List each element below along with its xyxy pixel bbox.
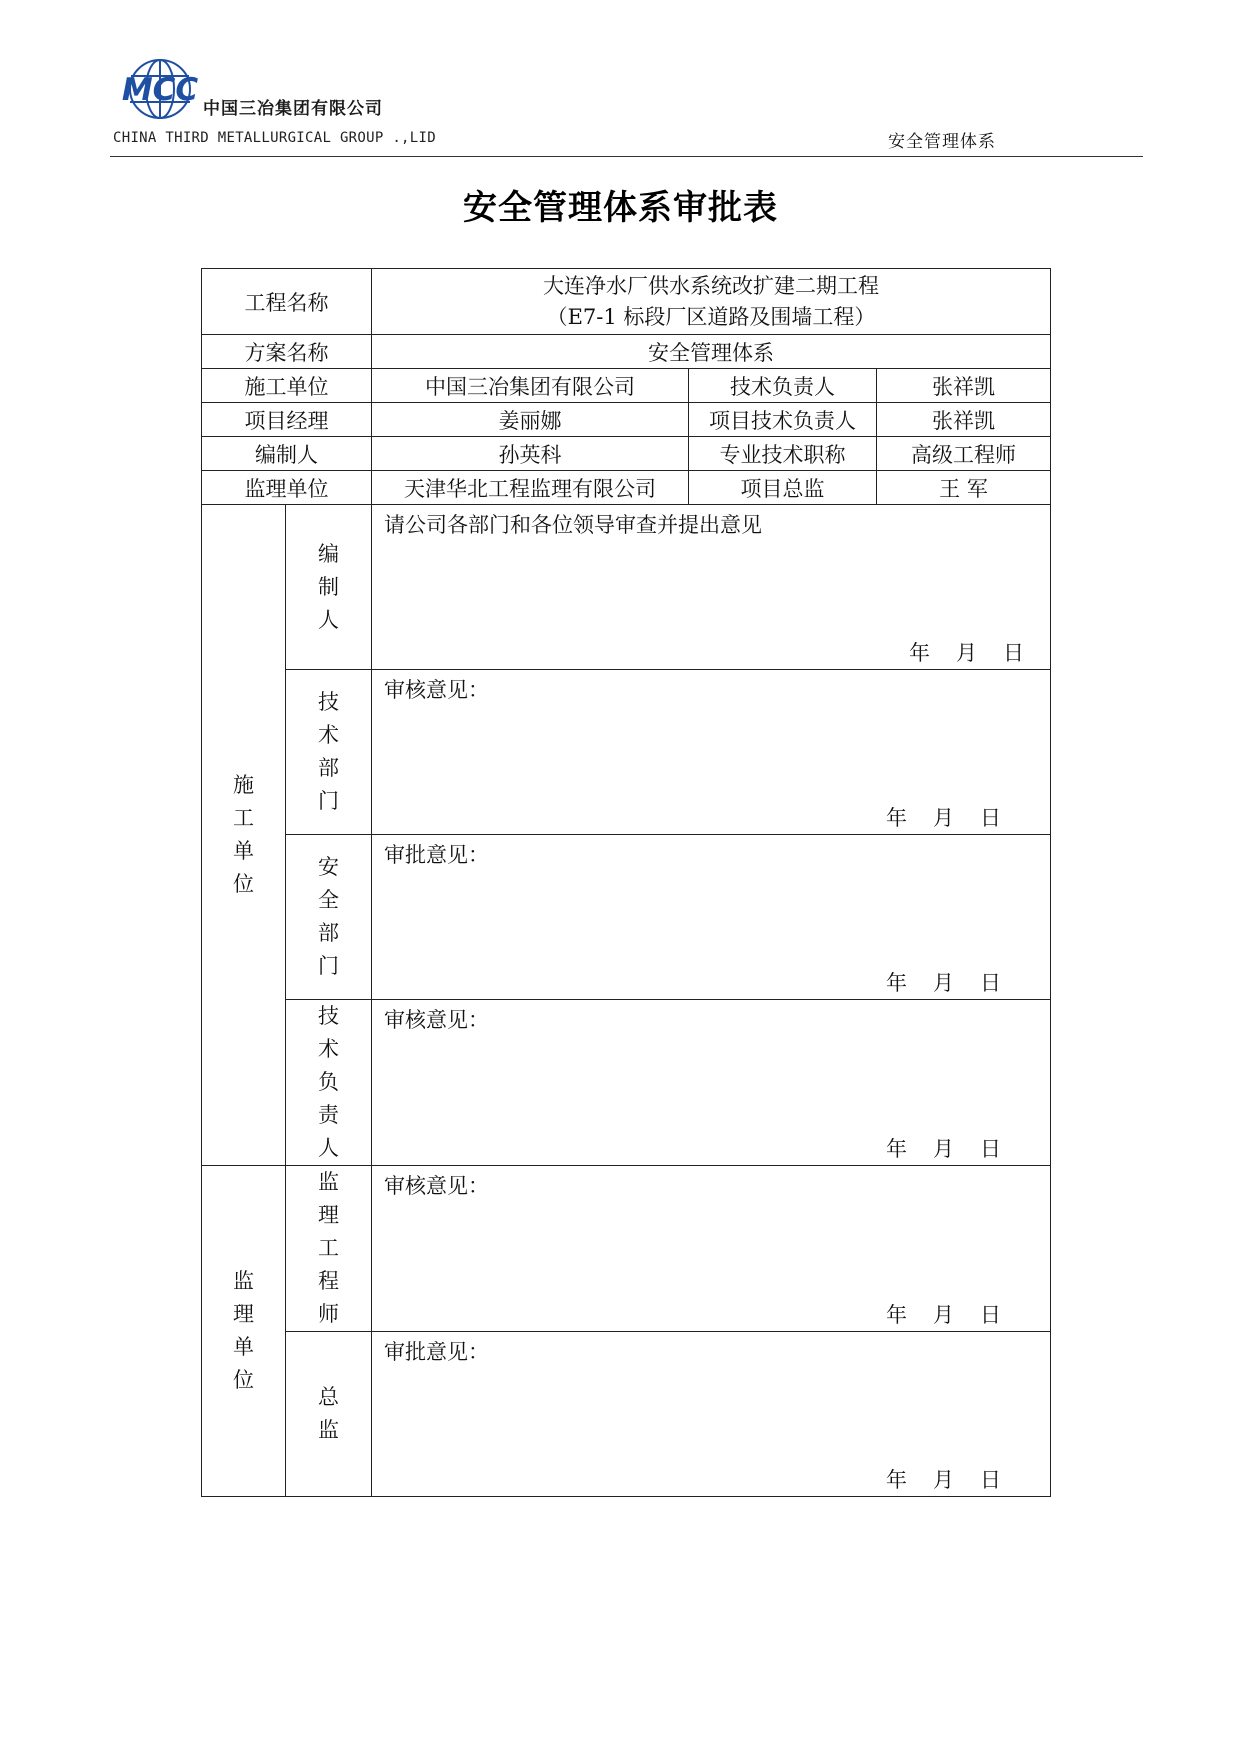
approval-form-table — [201, 268, 1051, 1497]
opinion-box-supervising-engineer[interactable] — [372, 1166, 1051, 1332]
table-row — [202, 471, 1051, 505]
project-name-label: 工程名称 — [202, 269, 372, 335]
date-month: 月 — [956, 641, 978, 665]
author-value: 孙英科 — [372, 437, 689, 471]
vertical-char: 安 — [318, 855, 339, 879]
chief-supervisor-value: 王 军 — [877, 471, 1051, 505]
table-row — [202, 1332, 1051, 1497]
project-manager-value: 姜丽娜 — [372, 403, 689, 437]
vertical-char: 总 — [318, 1385, 339, 1409]
page-title: 安全管理体系审批表 — [463, 188, 778, 228]
date-day: 日 — [980, 1468, 1002, 1492]
date-year: 年 — [909, 641, 931, 665]
table-row — [202, 335, 1051, 369]
construction-unit-group-label — [202, 505, 286, 1166]
date-year: 年 — [886, 1468, 908, 1492]
vertical-char: 部 — [318, 756, 339, 780]
vertical-char: 监 — [233, 1269, 254, 1293]
date-day: 日 — [1003, 641, 1025, 665]
project-tech-lead-value: 张祥凯 — [877, 403, 1051, 437]
tech-lead-value: 张祥凯 — [877, 369, 1051, 403]
vertical-char: 人 — [318, 1136, 339, 1160]
vertical-char: 编 — [318, 541, 339, 566]
date-day: 日 — [980, 806, 1002, 830]
contractor-value: 中国三冶集团有限公司 — [372, 369, 689, 403]
supervisor-value: 天津华北工程监理有限公司 — [372, 471, 689, 505]
vertical-char: 人 — [318, 607, 339, 632]
project-manager-label: 项目经理 — [202, 403, 372, 437]
vertical-char: 单 — [233, 839, 254, 863]
date-line — [886, 1133, 1001, 1163]
role-technical-lead — [286, 1000, 372, 1166]
opinion-box-safety-department[interactable] — [372, 835, 1051, 1000]
vertical-char: 负 — [318, 1070, 339, 1094]
header-divider — [110, 156, 1143, 157]
date-line — [886, 1299, 1001, 1329]
opinion-heading: 审核意见： — [384, 1008, 489, 1032]
mcc-logo — [116, 58, 204, 120]
opinion-heading: 审批意见： — [384, 1340, 489, 1364]
vertical-char: 门 — [318, 954, 339, 978]
role-chief-supervisor — [286, 1332, 372, 1497]
vertical-char: 工 — [318, 1236, 339, 1260]
vertical-char: 术 — [318, 1037, 339, 1061]
vertical-char: 单 — [233, 1335, 254, 1359]
role-author — [286, 505, 372, 670]
project-name-line1: 大连净水厂供水系统改扩建二期工程 — [543, 273, 879, 298]
opinion-heading: 审批意见： — [384, 843, 489, 867]
vertical-char: 制 — [318, 574, 339, 599]
table-row — [202, 437, 1051, 471]
supervision-unit-group-label — [202, 1166, 286, 1497]
opinion-box-author[interactable] — [372, 505, 1051, 670]
plan-name-value: 安全管理体系 — [372, 335, 1051, 369]
tech-lead-label: 技术负责人 — [689, 369, 877, 403]
date-month: 月 — [933, 806, 955, 830]
opinion-heading: 审核意见： — [384, 678, 489, 702]
role-safety-department — [286, 835, 372, 1000]
vertical-char: 责 — [318, 1103, 339, 1127]
date-line — [886, 1464, 1001, 1494]
date-line — [886, 802, 1001, 832]
vertical-char: 门 — [318, 789, 339, 813]
date-year: 年 — [886, 971, 908, 995]
vertical-char: 术 — [318, 723, 339, 747]
date-day: 日 — [980, 1303, 1002, 1327]
plan-name-label: 方案名称 — [202, 335, 372, 369]
company-name-en: CHINA THIRD METALLURGICAL GROUP .,LID — [113, 130, 436, 146]
date-month: 月 — [933, 1303, 955, 1327]
professional-title-value: 高级工程师 — [877, 437, 1051, 471]
vertical-char: 理 — [318, 1203, 339, 1227]
vertical-char: 施 — [233, 773, 254, 797]
opinion-box-technical-lead[interactable] — [372, 1000, 1051, 1166]
date-year: 年 — [886, 1137, 908, 1161]
date-line — [886, 967, 1001, 997]
table-row — [202, 403, 1051, 437]
project-name-value — [372, 269, 1051, 335]
date-line — [909, 637, 1024, 667]
table-row — [202, 835, 1051, 1000]
author-label: 编制人 — [202, 437, 372, 471]
supervisor-label: 监理单位 — [202, 471, 372, 505]
vertical-char: 技 — [318, 690, 339, 714]
date-month: 月 — [933, 1137, 955, 1161]
date-year: 年 — [886, 1303, 908, 1327]
vertical-char: 师 — [318, 1302, 339, 1326]
professional-title-label: 专业技术职称 — [689, 437, 877, 471]
date-month: 月 — [933, 971, 955, 995]
date-day: 日 — [980, 1137, 1002, 1161]
contractor-label: 施工单位 — [202, 369, 372, 403]
opinion-heading: 请公司各部门和各位领导审查并提出意见 — [384, 513, 762, 537]
vertical-char: 技 — [318, 1004, 339, 1028]
vertical-char: 工 — [233, 806, 254, 830]
logo-text: MCC — [121, 72, 199, 108]
opinion-box-tech-department[interactable] — [372, 670, 1051, 835]
project-name-line2: （E7-1 标段厂区道路及围墙工程） — [546, 304, 876, 329]
date-day: 日 — [980, 971, 1002, 995]
opinion-box-chief-supervisor[interactable] — [372, 1332, 1051, 1497]
header-doc-name: 安全管理体系 — [888, 132, 996, 152]
vertical-char: 理 — [233, 1302, 254, 1326]
date-month: 月 — [933, 1468, 955, 1492]
date-year: 年 — [886, 806, 908, 830]
company-name-cn: 中国三冶集团有限公司 — [203, 99, 383, 119]
opinion-heading: 审核意见： — [384, 1174, 489, 1198]
vertical-char: 监 — [318, 1418, 339, 1442]
table-row — [202, 269, 1051, 335]
project-tech-lead-label: 项目技术负责人 — [689, 403, 877, 437]
vertical-char: 位 — [233, 872, 254, 896]
table-row — [202, 1000, 1051, 1166]
table-row — [202, 505, 1051, 670]
role-supervising-engineer — [286, 1166, 372, 1332]
table-row — [202, 670, 1051, 835]
vertical-char: 全 — [318, 888, 339, 912]
vertical-char: 位 — [233, 1368, 254, 1392]
vertical-char: 部 — [318, 921, 339, 945]
table-row — [202, 369, 1051, 403]
vertical-char: 程 — [318, 1269, 339, 1293]
vertical-char: 监 — [318, 1170, 339, 1194]
role-tech-department — [286, 670, 372, 835]
chief-supervisor-label: 项目总监 — [689, 471, 877, 505]
table-row — [202, 1166, 1051, 1332]
